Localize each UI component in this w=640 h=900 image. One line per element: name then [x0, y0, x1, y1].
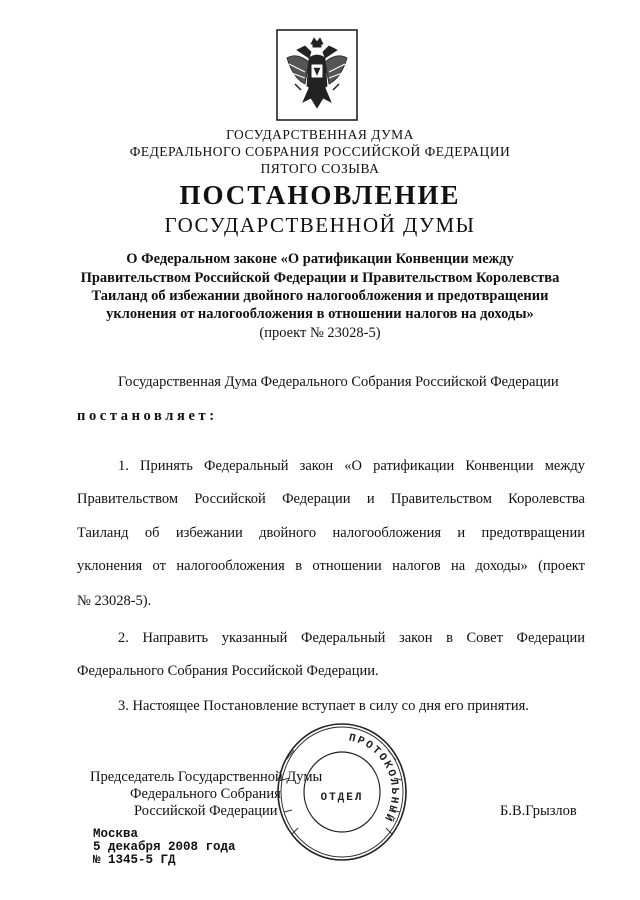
item-2-line-2: Федерального Собрания Российской Федерации. — [77, 663, 379, 679]
item-1-line-4: уклонения от налогообложения в отношении налогов на доходы» (проект — [77, 558, 585, 574]
document-type: ПОСТАНОВЛЕНИЕ — [179, 180, 461, 210]
svg-text:ПРОТОКОЛЬНЫЙ — [348, 732, 400, 825]
signatory-title-line-1: Председатель Государственной Думы — [90, 769, 323, 785]
item-3-line-1: 3. Настоящее Постановление вступает в силу со дня его принятия. — [118, 698, 529, 714]
item-1-line-3: Таиланд об избежании двойного налогообложения и предотвращении — [77, 525, 585, 541]
header-line-1: ГОСУДАРСТВЕННАЯ ДУМА — [226, 127, 414, 142]
resolves-word: постановляет: — [77, 408, 218, 424]
subject-line-4: уклонения от налогообложения в отношении налогов на доходы» — [106, 306, 534, 322]
preamble: Государственная Дума Федерального Собрания Российской Федерации — [118, 374, 559, 390]
signatory-name: Б.В.Грызлов — [500, 803, 577, 819]
item-1-line-5: № 23028-5). — [77, 593, 152, 609]
subject-line-1: О Федеральном законе «О ратификации Конвенции между — [126, 251, 514, 267]
coat-of-arms-emblem — [275, 28, 359, 122]
header-line-2: ФЕДЕРАЛЬНОГО СОБРАНИЯ РОССИЙСКОЙ ФЕДЕРАЦИИ — [129, 144, 511, 159]
document-organization: ГОСУДАРСТВЕННОЙ ДУМЫ — [164, 213, 476, 237]
seal-center-text: ОТДЕЛ — [320, 792, 364, 804]
footer-number: № 1345-5 ГД — [93, 853, 176, 867]
header-line-3: ПЯТОГО СОЗЫВА — [260, 161, 380, 176]
subject-line-3: Таиланд об избежании двойного налогообложения и предотвращении — [91, 288, 549, 304]
signatory-title-line-2: Федерального Собрания — [130, 786, 281, 802]
project-number: (проект № 23028-5) — [259, 325, 381, 341]
footer-date: 5 декабря 2008 года — [93, 840, 236, 854]
footer-city: Москва — [93, 827, 139, 841]
seal-ring-text: ПРОТОКОЛЬНЫЙ — [347, 732, 400, 825]
item-1-line-2: Правительством Российской Федерации и Правительством Королевства — [77, 491, 585, 507]
subject-line-2: Правительством Российской Федерации и Правительством Королевства — [80, 270, 560, 286]
official-seal-stamp — [276, 720, 408, 862]
signatory-title-line-3: Российской Федерации — [134, 803, 278, 819]
item-1-line-1: 1. Принять Федеральный закон «О ратификации Конвенции между — [118, 458, 585, 474]
item-2-line-1: 2. Направить указанный Федеральный закон в Совет Федерации — [118, 630, 585, 646]
